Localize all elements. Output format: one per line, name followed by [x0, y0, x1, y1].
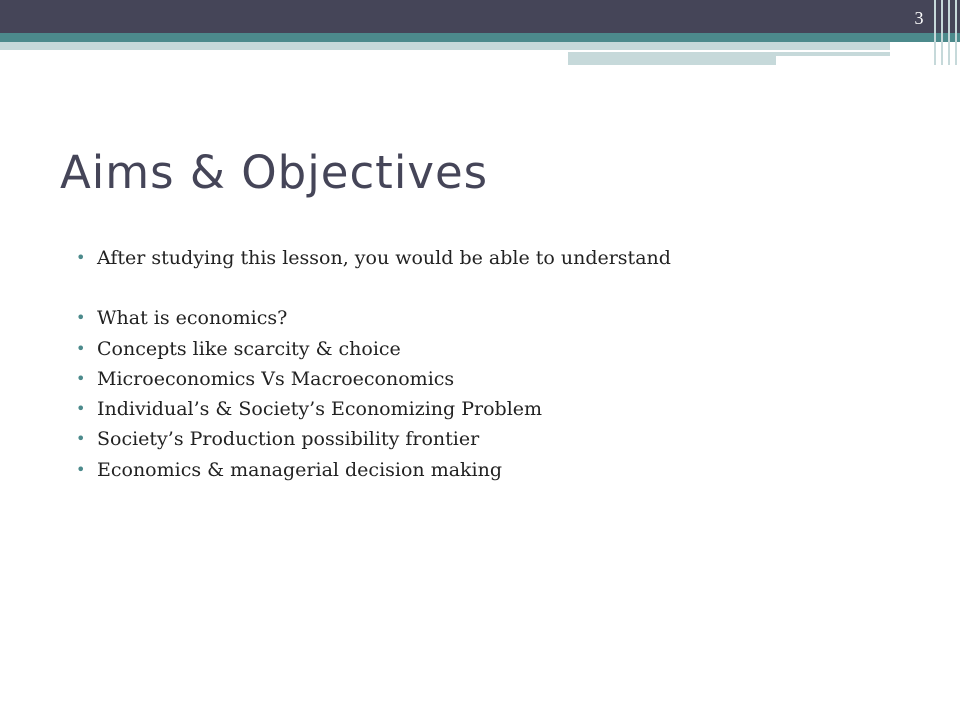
page-number: 3	[914, 8, 924, 28]
list-item	[76, 455, 671, 485]
bullet-text: Individual’s & Society’s Economizing Problem	[97, 398, 543, 421]
bullet-text: Concepts like scarcity & choice	[97, 337, 401, 360]
bullet-icon: •	[76, 429, 86, 449]
bullet-icon: •	[76, 399, 86, 419]
list-item	[76, 364, 671, 394]
list-item	[76, 243, 671, 273]
header-vertical-line	[955, 0, 957, 65]
header-vertical-line	[948, 0, 950, 65]
bullet-icon: •	[76, 459, 86, 479]
list-item	[76, 394, 671, 424]
bullet-text: After studying this lesson, you would be able to understand	[97, 247, 671, 269]
bullet-list	[76, 243, 671, 485]
bullet-icon: •	[76, 248, 86, 267]
header-teal-bar	[0, 33, 960, 42]
list-item	[76, 424, 671, 454]
header-light-bar	[0, 42, 890, 50]
bullet-text: Society’s Production possibility frontier	[97, 428, 480, 451]
list-item	[76, 334, 671, 364]
slide-title: Aims & Objectives	[60, 146, 489, 199]
bullet-icon: •	[76, 368, 86, 388]
header-vertical-line	[934, 0, 936, 65]
bullet-text: Economics & managerial decision making	[97, 458, 503, 481]
list-item	[76, 303, 671, 333]
bullet-text: What is economics?	[97, 307, 288, 330]
header-white-line	[568, 50, 890, 52]
bullet-icon: •	[76, 338, 86, 358]
header-dark-bar	[0, 0, 960, 33]
header-vertical-line	[941, 0, 943, 65]
header-light-bar-step-small	[568, 56, 776, 65]
bullet-text: Microeconomics Vs Macroeconomics	[97, 367, 455, 390]
bullet-icon: •	[76, 308, 86, 328]
